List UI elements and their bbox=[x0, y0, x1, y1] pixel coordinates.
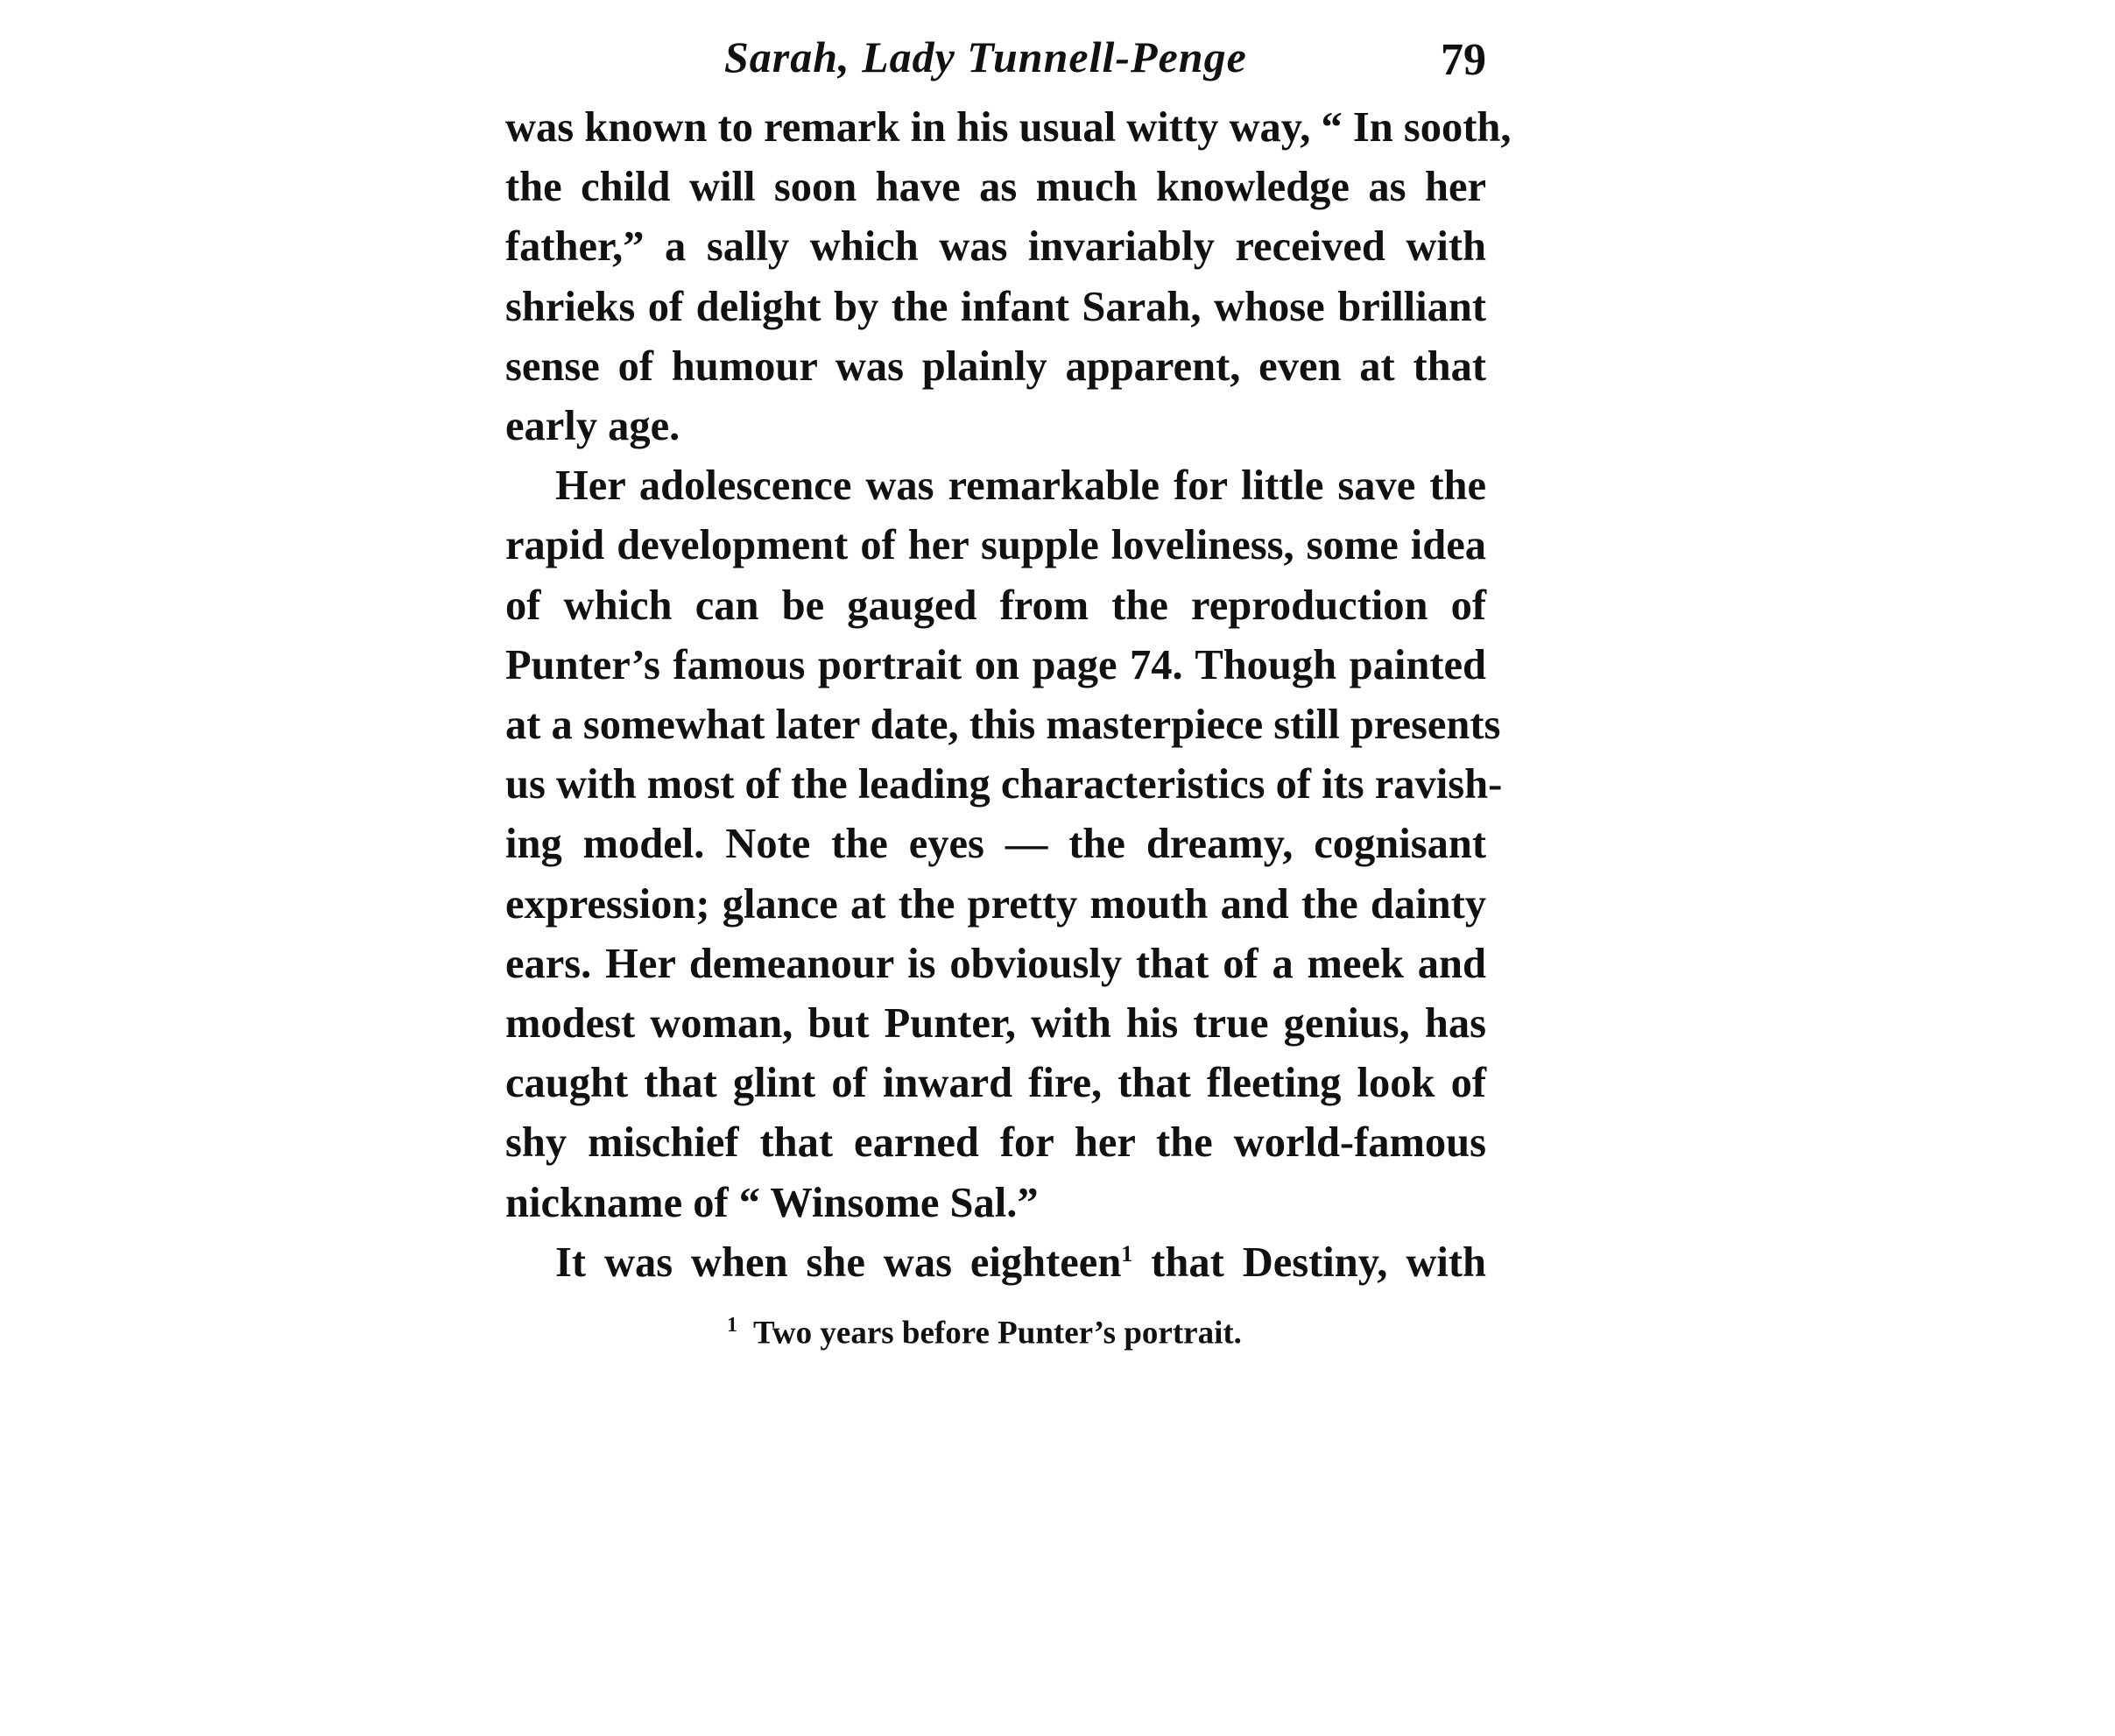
text-line: us with most of the leading characteristics of its ravish- bbox=[505, 761, 1503, 808]
text-line: Her adolescence was remarkable for little save the bbox=[555, 462, 1486, 510]
text-line: was known to remark in his usual witty way, “ In sooth, bbox=[505, 104, 1512, 151]
text-line: modest woman, but Punter, with his true genius, has bbox=[505, 1000, 1486, 1048]
text-fragment: It was when she was eighteen bbox=[555, 1238, 1122, 1286]
text-line: the child will soon have as much knowledge as her bbox=[505, 164, 1486, 211]
text-fragment: that Destiny, with bbox=[1132, 1238, 1486, 1286]
footnote bbox=[727, 1303, 1242, 1355]
text-line: sense of humour was plainly apparent, even at that bbox=[505, 342, 1486, 390]
text-line bbox=[505, 1233, 1486, 1293]
text-line: shy mischief that earned for her the world-famous bbox=[505, 1119, 1486, 1167]
text-line: nickname of “ Winsome Sal.” bbox=[505, 1179, 1039, 1226]
text-line: expression; glance at the pretty mouth and the dainty bbox=[505, 880, 1486, 928]
running-title: Sarah, Lady Tunnell-Penge bbox=[724, 32, 1247, 81]
text-line: father,” a sally which was invariably received with bbox=[505, 223, 1486, 271]
paragraph-1 bbox=[505, 98, 1512, 456]
footnote-text: Two years before Punter’s portrait. bbox=[753, 1315, 1242, 1351]
paragraph-2 bbox=[505, 456, 1503, 1233]
text-line: early age. bbox=[505, 403, 680, 450]
text-line: caught that glint of inward fire, that fleeting look of bbox=[505, 1060, 1486, 1107]
page-number: 79 bbox=[1441, 35, 1486, 85]
running-head bbox=[505, 22, 1486, 92]
footnote-marker: 1 bbox=[727, 1314, 737, 1337]
text-line: Punter’s famous portrait on page 74. Though painted bbox=[505, 641, 1486, 688]
footnote-reference: 1 bbox=[1121, 1240, 1133, 1267]
body-text bbox=[505, 98, 1512, 1293]
text-line: ears. Her demeanour is obviously that of a meek and bbox=[505, 940, 1486, 987]
text-line: shrieks of delight by the infant Sarah, whose brilliant bbox=[505, 283, 1486, 330]
text-line: at a somewhat later date, this masterpiece still presents bbox=[505, 702, 1501, 749]
paragraph-3 bbox=[505, 1233, 1486, 1293]
text-line: ing model. Note the eyes — the dreamy, cognisant bbox=[505, 821, 1486, 868]
text-line: rapid development of her supple loveliness, some idea bbox=[505, 522, 1486, 569]
text-line: of which can be gauged from the reproduction of bbox=[505, 582, 1486, 629]
